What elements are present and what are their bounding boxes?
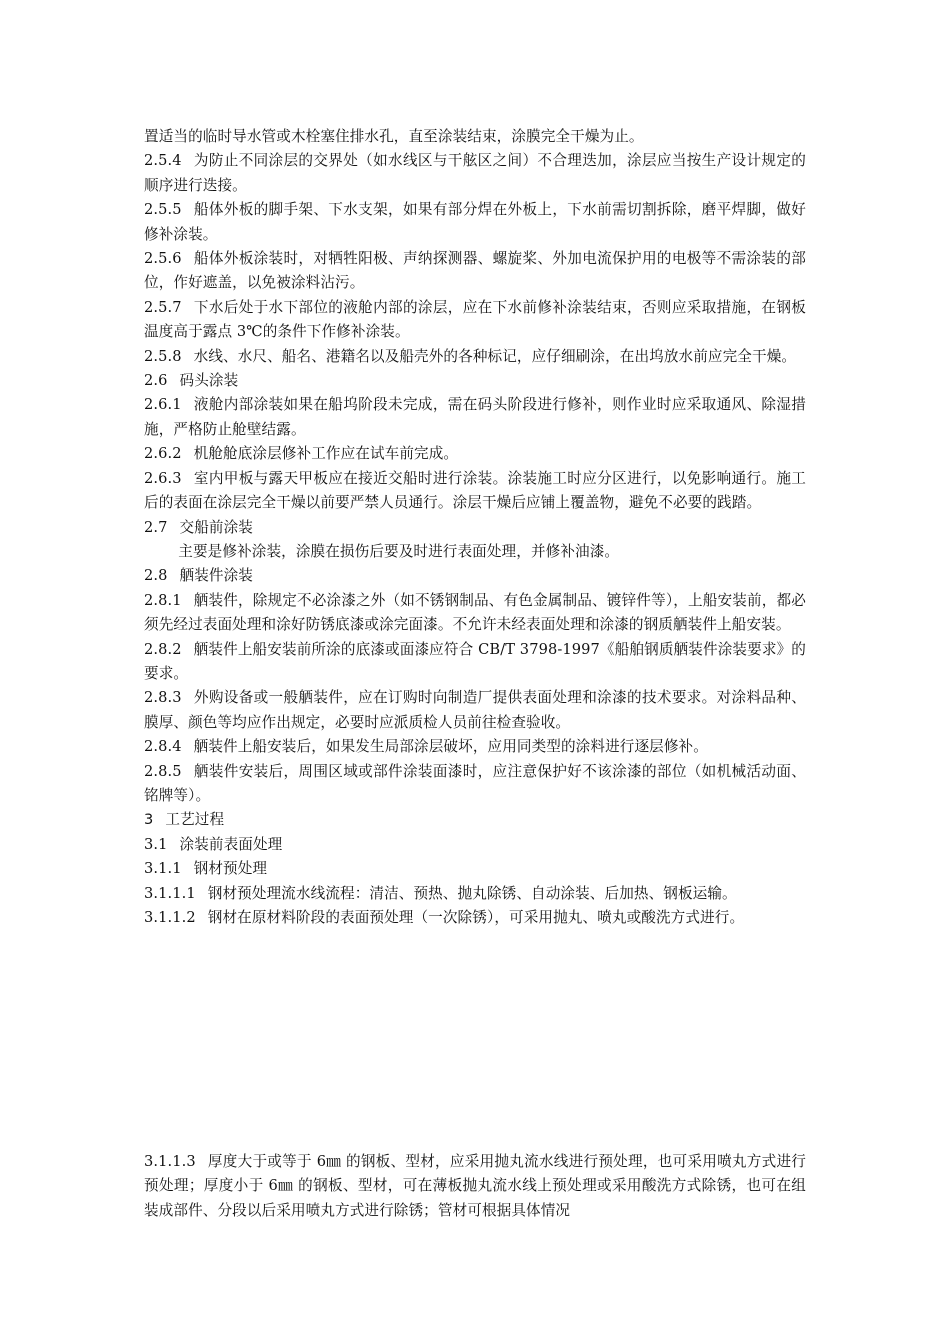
text-column-lower (144, 1150, 806, 1223)
paragraph-text: 厚度大于或等于 6㎜ 的钢板、型材，应采用抛丸流水线进行预处理，也可采用喷丸方式进行预处理；厚度小于 6㎜ 的钢板、型材，可在薄板抛丸流水线上预处理或采用酸洗方式除锈，也可在组装成部件、分段以后采用喷丸方式进行除锈；管材可根据具体情况 (144, 1153, 806, 1219)
section-number: 2.7 (144, 518, 168, 536)
section-number: 3.1.1.1 (144, 884, 196, 902)
paragraph-text: 舾装件安装后，周围区域或部件涂装面漆时，应注意保护好不该涂漆的部位（如机械活动面、铭牌等）。 (144, 762, 806, 804)
paragraph (144, 540, 806, 564)
section-number: 2.5.6 (144, 250, 182, 268)
paragraph-text: 码头涂装 (179, 372, 239, 390)
paragraph-text: 涂装前表面处理 (179, 835, 283, 853)
section-number: 2.8.3 (144, 689, 182, 707)
paragraph (144, 833, 806, 857)
section-number: 3.1.1.2 (144, 909, 196, 926)
paragraph-text: 船体外板的脚手架、下水支架，如果有部分焊在外板上，下水前需切割拆除，磨平焊脚，做好修补涂装。 (144, 201, 806, 243)
paragraph (144, 906, 806, 930)
paragraph-text: 舾装件上船安装前所涂的底漆或面漆应符合 CB/T 3798-1997《船舶钢质舾装件涂装要求》的要求。 (144, 640, 806, 682)
paragraph-text: 外购设备或一般舾装件，应在订购时向制造厂提供表面处理和涂漆的技术要求。对涂料品种、膜厚、颜色等均应作出规定，必要时应派质检人员前往检查验收。 (144, 689, 806, 731)
paragraph (144, 296, 806, 345)
paragraph (144, 735, 806, 759)
paragraph-text: 下水后处于水下部位的液舱内部的涂层，应在下水前修补涂装结束，否则应采取措施，在钢板温度高于露点 3℃的条件下作修补涂装。 (144, 298, 806, 341)
paragraph-text: 舾装件，除规定不必涂漆之外（如不锈钢制品、有色金属制品、镀锌件等），上船安装前，都必须先经过表面处理和涂好防锈底漆或涂完面漆。不允许未经表面处理和涂漆的钢质舾装件上船安装。 (144, 591, 806, 634)
paragraph (144, 516, 806, 540)
paragraph (144, 247, 806, 296)
paragraph (144, 686, 806, 735)
section-number: 2.5.8 (144, 347, 182, 365)
paragraph-text: 钢材在原材料阶段的表面预处理（一次除锈），可采用抛丸、喷丸或酸洗方式进行。 (207, 909, 745, 926)
section-number: 2.8.1 (144, 591, 182, 609)
paragraph-text: 主要是修补涂装，涂膜在损伤后要及时进行表面处理，并修补油漆。 (178, 542, 620, 560)
paragraph (144, 638, 806, 687)
paragraph (144, 125, 806, 149)
section-number: 2.8.2 (144, 640, 182, 658)
paragraph-text: 置适当的临时导水管或木栓塞住排水孔，直至涂装结束，涂膜完全干燥为止。 (144, 128, 644, 145)
paragraph (144, 393, 806, 442)
paragraph-text: 钢材预处理流水线流程：清洁、预热、抛丸除锈、自动涂装、后加热、钢板运输。 (207, 884, 737, 902)
section-number: 3.1.1.3 (144, 1153, 196, 1170)
section-number: 2.6.1 (144, 396, 182, 414)
paragraph-text: 水线、水尺、船名、港籍名以及船壳外的各种标记，应仔细刷涂，在出坞放水前应完全干燥。 (193, 347, 797, 365)
paragraph (144, 857, 806, 881)
section-number: 2.6.3 (144, 469, 182, 487)
paragraph (144, 589, 806, 638)
paragraph (144, 882, 806, 906)
section-number: 2.5.4 (144, 152, 182, 170)
paragraph (144, 467, 806, 516)
paragraph-text: 液舱内部涂装如果在船坞阶段未完成，需在码头阶段进行修补，则作业时应采取通风、除湿措施，严格防止舱壁结露。 (144, 396, 806, 438)
paragraph-text: 室内甲板与露天甲板应在接近交船时进行涂装。涂装施工时应分区进行，以免影响通行。施工后的表面在涂层完全干燥以前要严禁人员通行。涂层干燥后应铺上覆盖物，避免不必要的践踏。 (144, 469, 806, 512)
section-number: 2.5.7 (144, 298, 182, 316)
section-number: 2.8 (144, 567, 168, 585)
section-number: 2.8.4 (144, 738, 182, 756)
section-number: 2.5.5 (144, 201, 182, 219)
paragraph (144, 760, 806, 809)
section-number: 2.6 (144, 372, 168, 390)
paragraph (144, 564, 806, 588)
section-number: 3.1 (144, 835, 168, 853)
paragraph-text: 舾装件上船安装后，如果发生局部涂层破坏，应用同类型的涂料进行逐层修补。 (193, 738, 708, 756)
paragraph-text: 工艺过程 (165, 811, 225, 829)
section-number: 2.6.2 (144, 445, 182, 463)
paragraph-text: 钢材预处理 (193, 860, 268, 878)
paragraph-text: 船体外板涂装时，对牺牲阳极、声纳探测器、螺旋桨、外加电流保护用的电极等不需涂装的部位，作好遮盖，以免被涂料沾污。 (144, 250, 806, 292)
paragraph (144, 345, 806, 369)
paragraph-text: 交船前涂装 (179, 518, 253, 536)
paragraph-text: 机舱舱底涂层修补工作应在试车前完成。 (193, 445, 459, 463)
paragraph (144, 369, 806, 393)
text-column-upper (144, 125, 806, 930)
paragraph (144, 198, 806, 247)
paragraph (144, 149, 806, 198)
paragraph (144, 808, 806, 832)
paragraph (144, 1150, 806, 1223)
paragraph-text: 为防止不同涂层的交界处（如水线区与干舷区之间）不合理迭加，涂层应当按生产设计规定的顺序进行迭接。 (144, 152, 806, 194)
section-number: 2.8.5 (144, 762, 182, 780)
paragraph-text: 舾装件涂装 (179, 567, 253, 585)
paragraph (144, 442, 806, 466)
section-number: 3.1.1 (144, 860, 182, 878)
section-number: 3 (144, 811, 154, 829)
